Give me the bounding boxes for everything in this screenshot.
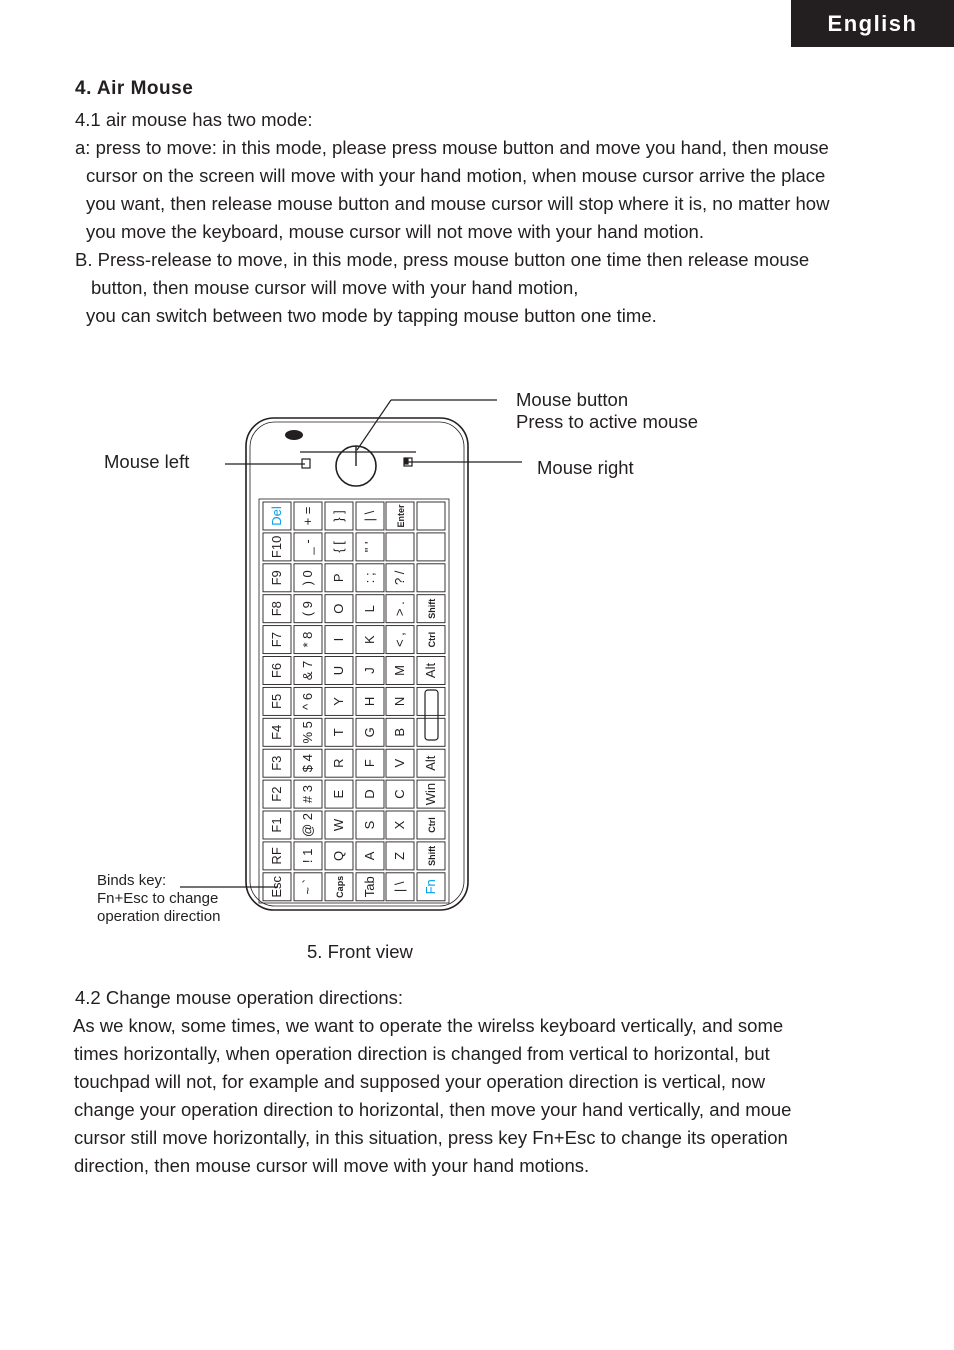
keyboard-key-label: Alt <box>423 755 438 771</box>
p41-b-line2: button, then mouse cursor will move with your hand motion, <box>91 277 579 298</box>
keyboard-key-label: Ctrl <box>427 631 437 648</box>
keyboard-key-label: H <box>362 696 377 707</box>
keyboard-key-label: { [ <box>331 541 346 553</box>
keyboard-key-label: Del <box>269 506 284 526</box>
keyboard-key-label: Z <box>392 851 407 860</box>
p42-line4: change your operation direction to horizontal, then move your hand vertically, and moue <box>74 1099 792 1120</box>
language-tab: English <box>791 0 954 47</box>
figure-caption: 5. Front view <box>307 941 413 962</box>
keyboard-key-label: V <box>392 758 407 768</box>
keyboard-key-label: T <box>331 728 346 737</box>
keyboard-key-label: ! 1 <box>300 848 315 864</box>
p41-b-line3: you can switch between two mode by tapping mouse button one time. <box>86 305 657 326</box>
keyboard-key-label: F2 <box>269 786 284 802</box>
keyboard-key-label: G <box>362 727 377 738</box>
keyboard-key-label: RF <box>269 847 284 865</box>
mouse-button-label: Mouse button <box>516 389 629 410</box>
keyboard-key <box>417 718 445 746</box>
keyboard-key-label: Win <box>423 782 438 806</box>
keyboard-key-label: Alt <box>423 662 438 679</box>
keyboard-key-label: ~ ` <box>300 879 315 895</box>
keyboard-key-label: J <box>362 667 377 674</box>
keyboard-key-label: M <box>392 665 407 676</box>
keyboard-key-label: F3 <box>269 755 284 771</box>
keyboard-key-label: ) 0 <box>300 570 315 586</box>
p41-b-line1: B. Press-release to move, in this mode, press mouse button one time then release mouse <box>75 249 810 270</box>
section-title: 4. Air Mouse <box>75 78 194 99</box>
keyboard-key-label: & 7 <box>300 660 315 681</box>
p42-line5: cursor still move horizontally, in this situation, press key Fn+Esc to change its operation <box>74 1127 788 1148</box>
p42-line2: times horizontally, when operation direction is changed from vertical to horizontal, but <box>74 1043 770 1064</box>
keyboard-key-label: S <box>362 820 377 830</box>
keyboard-key-label: F1 <box>269 817 284 833</box>
keyboard-key-label: * 8 <box>300 631 315 648</box>
keyboard-key-label: X <box>392 820 407 830</box>
p42-title: 4.2 Change mouse operation directions: <box>75 987 404 1008</box>
keyboard-key-label: I <box>331 637 346 642</box>
keyboard-key-label: Tab <box>362 876 377 898</box>
keyboard-key-label: Y <box>331 697 346 706</box>
keyboard-key-label: C <box>392 789 407 799</box>
keyboard-key-label: B <box>392 727 407 737</box>
keyboard-key-label: E <box>331 789 346 799</box>
keyboard-key-label: F10 <box>269 535 284 559</box>
p42-line1: As we know, some times, we want to operate the wirelss keyboard vertically, and some <box>73 1015 784 1036</box>
keyboard-key-label: K <box>362 635 377 644</box>
p42-line3: touchpad will not, for example and supposed your operation direction is vertical, now <box>74 1071 766 1092</box>
keyboard-key-label: U <box>331 665 346 676</box>
keyboard-key-label: D <box>362 789 377 799</box>
p41-title: 4.1 air mouse has two mode: <box>75 109 313 130</box>
keyboard-key-label: R <box>331 758 346 768</box>
mouse-left-label: Mouse left <box>104 451 190 472</box>
keyboard-key-label: _ - <box>300 539 315 555</box>
keyboard-key-label: + = <box>300 506 315 526</box>
keyboard-key-label: ? / <box>392 570 407 586</box>
keyboard-key-label: O <box>331 603 346 614</box>
keyboard-key-label: Caps <box>335 875 345 898</box>
keyboard-key <box>417 502 445 530</box>
keyboard-key-label: | \ <box>362 510 377 522</box>
keyboard-key-label: " ' <box>362 541 377 553</box>
keyboard-key-label: A <box>362 851 377 861</box>
keyboard-key-label: $ 4 <box>300 754 315 773</box>
keyboard-key-label: F <box>362 759 377 768</box>
binds-key-label: Binds key: <box>97 872 167 889</box>
keyboard-key-label: ^ 6 <box>300 692 315 710</box>
p41-a-line3: you want, then release mouse button and mouse cursor will stop where it is, no matter how <box>86 193 830 214</box>
mouse-button-sublabel: Press to active mouse <box>516 411 698 432</box>
p41-a-line2: cursor on the screen will move with your hand motion, when mouse cursor arrive the place <box>86 165 826 186</box>
keyboard-key-label: ( 9 <box>300 601 315 617</box>
keyboard-key-label: > . <box>392 601 407 617</box>
keyboard-key-label: F6 <box>269 662 284 679</box>
keyboard-key <box>417 533 445 561</box>
keyboard-key-label: : ; <box>362 572 377 584</box>
keyboard-key-label: # 3 <box>300 785 315 804</box>
keyboard-key-label: F5 <box>269 693 284 709</box>
p41-a-line1: a: press to move: in this mode, please press mouse button and move you hand, then mouse <box>75 137 829 158</box>
keyboard-key-label: F8 <box>269 601 284 617</box>
keyboard-key-label: Esc <box>269 875 284 898</box>
keyboard-key-label: Ctrl <box>427 817 437 833</box>
keyboard-key-label: % 5 <box>300 721 315 744</box>
keyboard-key-label: @ 2 <box>300 812 315 838</box>
keyboard-key <box>417 564 445 592</box>
binds-key-desc1: Fn+Esc to change <box>97 890 219 907</box>
keyboard-key-label: L <box>362 605 377 613</box>
keyboard-key-label: F7 <box>269 632 284 648</box>
keyboard-key-label: W <box>331 818 346 832</box>
p41-a-line4: you move the keyboard, mouse cursor will not move with your hand motion. <box>86 221 704 242</box>
keyboard-key-label: Shift <box>427 845 437 866</box>
keyboard-key-label: F4 <box>269 724 284 740</box>
keyboard-key-label: Enter <box>396 504 406 528</box>
p42-line6: direction, then mouse cursor will move with your hand motions. <box>74 1155 590 1176</box>
keyboard-key <box>417 687 445 715</box>
keyboard-key-label: N <box>392 696 407 707</box>
keyboard-key-label: F9 <box>269 570 284 586</box>
mouse-right-label: Mouse right <box>537 457 634 478</box>
keyboard-key-label: Fn <box>423 879 438 895</box>
keyboard-key-label: Shift <box>427 598 437 619</box>
keyboard-key <box>386 533 414 561</box>
binds-key-desc2: operation direction <box>97 908 221 925</box>
keyboard-key-label: < , <box>392 632 407 648</box>
keyboard-key-label: | \ <box>392 881 407 893</box>
keyboard-key-label: Q <box>331 850 346 861</box>
keyboard-key-label: P <box>331 573 346 583</box>
keyboard-key-label: } ] <box>331 510 346 522</box>
